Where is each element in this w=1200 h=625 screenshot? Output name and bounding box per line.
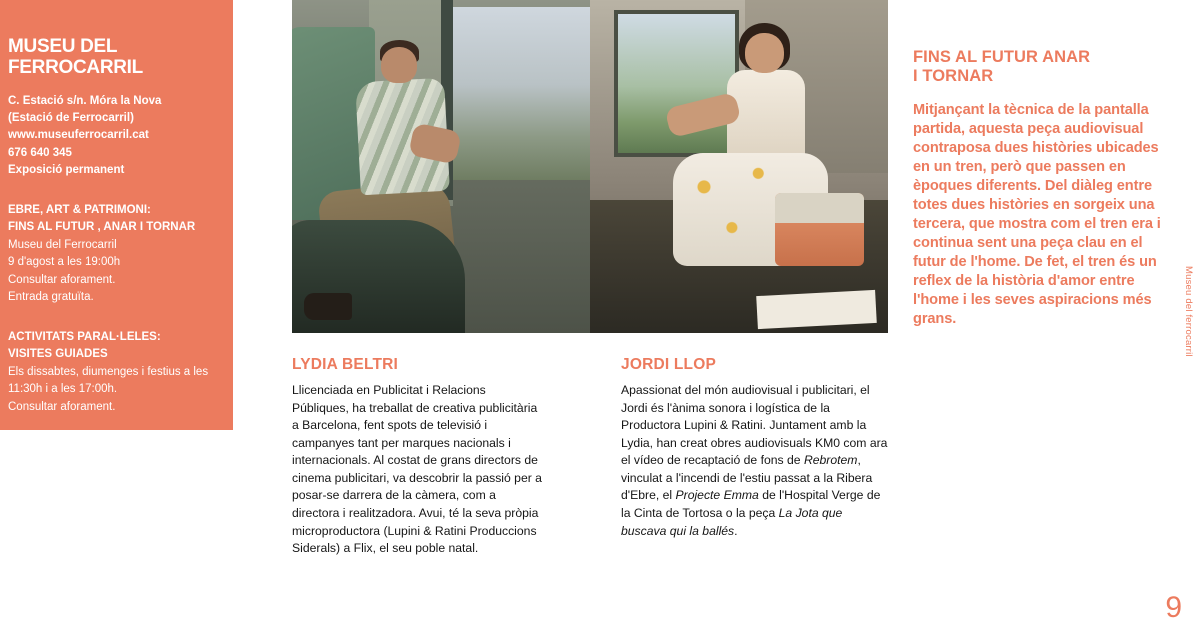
- page-number: 9: [1165, 591, 1182, 624]
- address-line: C. Estació s/n. Móra la Nova: [8, 94, 162, 107]
- artwork-description-text: Mitjançant la tècnica de la pantalla partida, aquesta peça audiovisual contraposa dues històries ubicades en un tren, però que passen en èpoques diferents. Del diàleg entre totes dues històries en sorgeix una tercera, que mostra com el tren era i continua sent una peça clau en el futur de l'home. De fet, el tren és un reflex de la història d'amor entre l'home i les seves aspiracions més grans.: [913, 102, 1161, 327]
- bio-text: Apassionat del món audiovisual i publicitari, el Jordi és l'ànima sonora i logística de la Productora Lupini & Ratini. Juntament amb la Lydia, han creat obres audiovisuals KM0 com ara el vídeo de recaptació de fons de Rebrotem, vinculat a l'incendi de l'estiu passat a la Ribera d'Ebre, el Projecte Emma de l'Hospital Verge de la Cinta de Tortosa o la peça La Jota que buscava qui la ballés.: [621, 383, 888, 538]
- man-head: [381, 47, 417, 84]
- artwork-title: [913, 48, 1171, 87]
- bio-title-italic: Rebrotem: [803, 453, 858, 468]
- address-line: (Estació de Ferrocarril): [8, 112, 134, 124]
- film-still-left-panel: [292, 0, 590, 333]
- spacer: [8, 307, 215, 329]
- woman-head: [745, 33, 784, 73]
- exhibition-block: [8, 202, 215, 307]
- vertical-side-label: Museu del ferrocarril: [1183, 266, 1194, 357]
- spacer: [8, 180, 215, 202]
- man-shoe: [304, 293, 352, 320]
- paper-sheet: [756, 290, 877, 329]
- activities-schedule-line: Els dissabtes, diumenges i festius a les: [8, 365, 209, 378]
- bio-title-italic: La Jota que buscava qui la ballés: [621, 505, 843, 538]
- exhibition-capacity-note: Consultar aforament.: [8, 273, 116, 286]
- bio-lydia-beltri: [292, 356, 544, 558]
- bio-text: Llicenciada en Publicitat i Relacions Públiques, ha treballat de creativa publicitària a Barcelona, fent spots de televisió i campanyes tant per marques nacionals i internacionals. Al costat de grans directors de cinema publicitari, va descobrir la passió per a posar-se darrera de la càmera, com a directora i realitzadora. Avui, té la seva pròpia microproductora (Lupini & Ratini Produccions Siderals) a Flix, el seu poble natal.: [292, 383, 542, 556]
- museum-title-line1: MUSEU DEL: [8, 36, 118, 57]
- museum-info-panel: [0, 0, 233, 430]
- handbag-flap: [775, 193, 864, 223]
- activities-heading-2: VISITES GUIADES: [8, 348, 108, 361]
- museum-title: [8, 36, 215, 79]
- artwork-description: [913, 34, 1171, 343]
- train-window-left: [447, 7, 590, 180]
- bio-name: LYDIA BELTRI: [292, 356, 399, 373]
- activities-heading-1: ACTIVITATS PARAL·LELES:: [8, 330, 161, 343]
- artwork-title-line1: FINS AL FUTUR ANAR: [913, 47, 1091, 66]
- woman-torso: [727, 70, 804, 163]
- permanent-exhibit-note: Exposició permanent: [8, 164, 125, 177]
- artwork-title-line2: I TORNAR: [913, 67, 994, 86]
- exhibition-price-note: Entrada gratuïta.: [8, 291, 94, 304]
- bio-jordi-llop: [621, 356, 889, 540]
- exhibition-heading-1: EBRE, ART & PATRIMONI:: [8, 203, 151, 216]
- museum-title-line2: FERROCARRIL: [8, 57, 143, 79]
- museum-website[interactable]: www.museuferrocarril.cat: [8, 129, 149, 142]
- museum-address-block: [8, 93, 215, 180]
- film-still-right-panel: [590, 0, 888, 333]
- exhibition-venue: Museu del Ferrocarril: [8, 238, 117, 251]
- activities-block: [8, 329, 215, 416]
- exhibition-datetime: 9 d'agost a les 19:00h: [8, 256, 121, 269]
- bio-title-italic: Projecte Emma: [675, 488, 759, 503]
- exhibition-heading-2: FINS AL FUTUR , ANAR I TORNAR: [8, 221, 196, 234]
- bio-name: JORDI LLOP: [621, 356, 717, 373]
- film-still-image: [292, 0, 888, 333]
- museum-phone: 676 640 345: [8, 146, 72, 159]
- activities-schedule-line: 11:30h i a les 17:00h.: [8, 383, 118, 396]
- activities-capacity-note: Consultar aforament.: [8, 400, 116, 413]
